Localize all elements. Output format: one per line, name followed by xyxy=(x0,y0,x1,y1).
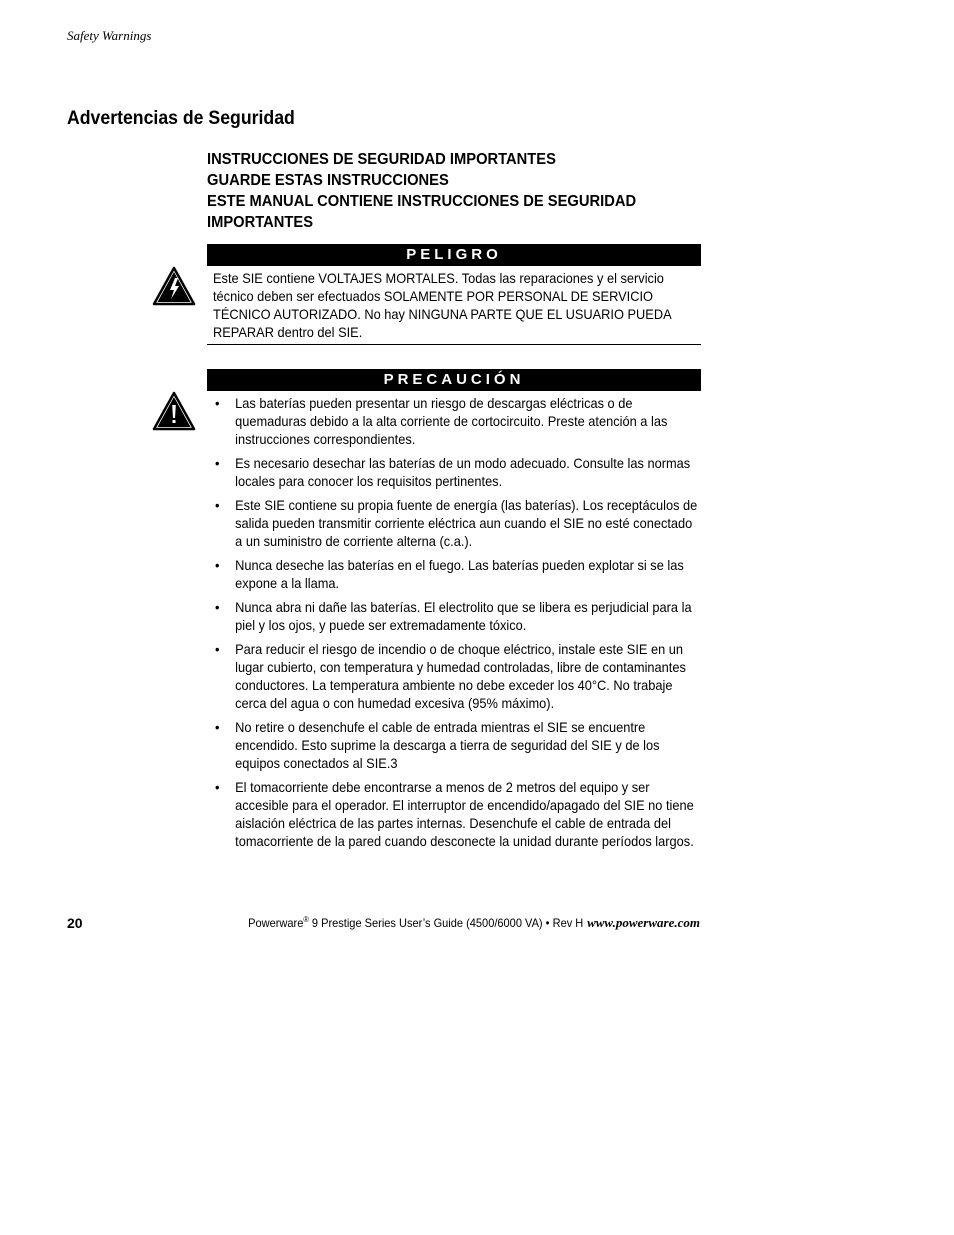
instruction-line: ESTE MANUAL CONTIENE INSTRUCCIONES DE SEGURIDAD xyxy=(207,193,637,210)
caution-item xyxy=(215,778,700,850)
caution-item-text: El tomacorriente debe encontrarse a menos de 2 metros del equipo y ser accesible para el operador. El interruptor de encendido/apagado del SIE no tiene aislación eléctrica de las partes internas. Desenchufe el cable de entrada del tomacorriente de la pared cuando desconecte la unidad durante períodos largos. xyxy=(235,779,694,849)
instruction-line: INSTRUCCIONES DE SEGURIDAD IMPORTANTES xyxy=(207,151,556,168)
instruction-line: IMPORTANTES xyxy=(207,214,314,231)
registered-mark: ® xyxy=(303,915,310,924)
caution-item-text: Las baterías pueden presentar un riesgo de descargas eléctricas o de quemaduras debido a la alta corriente de cortocircuito. Preste atención a las instrucciones correspondientes. xyxy=(235,395,668,447)
bullet: • xyxy=(215,599,220,615)
running-header: Safety Warnings xyxy=(67,28,152,43)
caution-item-text: Es necesario desechar las baterías de un modo adecuado. Consulte las normas locales para conocer los requisitos pertinentes. xyxy=(235,455,691,489)
caution-item-text: Este SIE contiene su propia fuente de energía (las baterías). Los receptáculos de salida pueden transmitir corriente eléctrica aun cuando el SIE no esté conectado a un suministro de corriente alterna (c.a.). xyxy=(235,497,698,549)
danger-divider xyxy=(207,344,701,345)
footer-guide-info xyxy=(249,915,584,930)
danger-message: Este SIE contiene VOLTAJES MORTALES. Todas las reparaciones y el servicio técnico deben ser efectuados SOLAMENTE POR PERSONAL DE SERVICIO TÉCNICO AUTORIZADO. No hay NINGUNA PARTE QUE EL USUARIO PUEDA REPARAR dentro del SIE. xyxy=(213,270,671,340)
caution-item xyxy=(215,640,700,712)
caution-item xyxy=(215,556,700,592)
footer-brand: Powerware xyxy=(248,916,304,930)
caution-item xyxy=(215,718,700,772)
caution-item xyxy=(215,598,700,634)
caution-item xyxy=(215,454,700,490)
footer-separator: • xyxy=(546,916,550,930)
caution-item-text: Para reducir el riesgo de incendio o de choque eléctrico, instale este SIE en un lugar cubierto, con temperatura y humedad controladas, libre de contaminantes conductores. La temperatura ambiente no debe exceder los 40°C. No trabaje cerca del agua o con humedad excesiva (95% máximo). xyxy=(235,641,686,711)
caution-label-bar: PRECAUCIÓN xyxy=(207,369,701,391)
page-footer xyxy=(219,915,700,931)
footer-guide-title: 9 Prestige Series User’s Guide (4500/6000 VA) xyxy=(309,916,547,930)
caution-item-text: Nunca abra ni dañe las baterías. El electrolito que se libera es perjudicial para la piel y los ojos, y puede ser extremadamente tóxico. xyxy=(235,599,692,633)
bullet: • xyxy=(215,497,220,513)
footer-revision: Rev H xyxy=(549,916,584,930)
bullet: • xyxy=(215,395,220,411)
instruction-line: GUARDE ESTAS INSTRUCCIONES xyxy=(207,172,449,189)
safety-instructions-heading xyxy=(207,149,685,233)
page-number: 20 xyxy=(67,915,83,931)
footer-url: www.powerware.com xyxy=(587,915,700,930)
bullet: • xyxy=(215,557,220,573)
bullet: • xyxy=(215,779,220,795)
section-title: Advertencias de Seguridad xyxy=(67,108,295,129)
bullet: • xyxy=(215,641,220,657)
danger-label-bar: PELIGRO xyxy=(207,244,701,266)
caution-list xyxy=(215,394,700,856)
electrical-hazard-icon xyxy=(152,266,196,306)
bullet: • xyxy=(215,455,220,471)
caution-item xyxy=(215,496,700,550)
caution-item xyxy=(215,394,700,448)
bullet: • xyxy=(215,719,220,735)
caution-item-text: No retire o desenchufe el cable de entrada mientras el SIE se encuentre encendido. Esto suprime la descarga a tierra de seguridad del SIE y de los equipos conectados al SIE.3 xyxy=(235,719,660,771)
caution-item-text: Nunca deseche las baterías en el fuego. Las baterías pueden explotar si se las expone a la llama. xyxy=(235,557,684,591)
warning-exclamation-icon xyxy=(152,391,196,431)
